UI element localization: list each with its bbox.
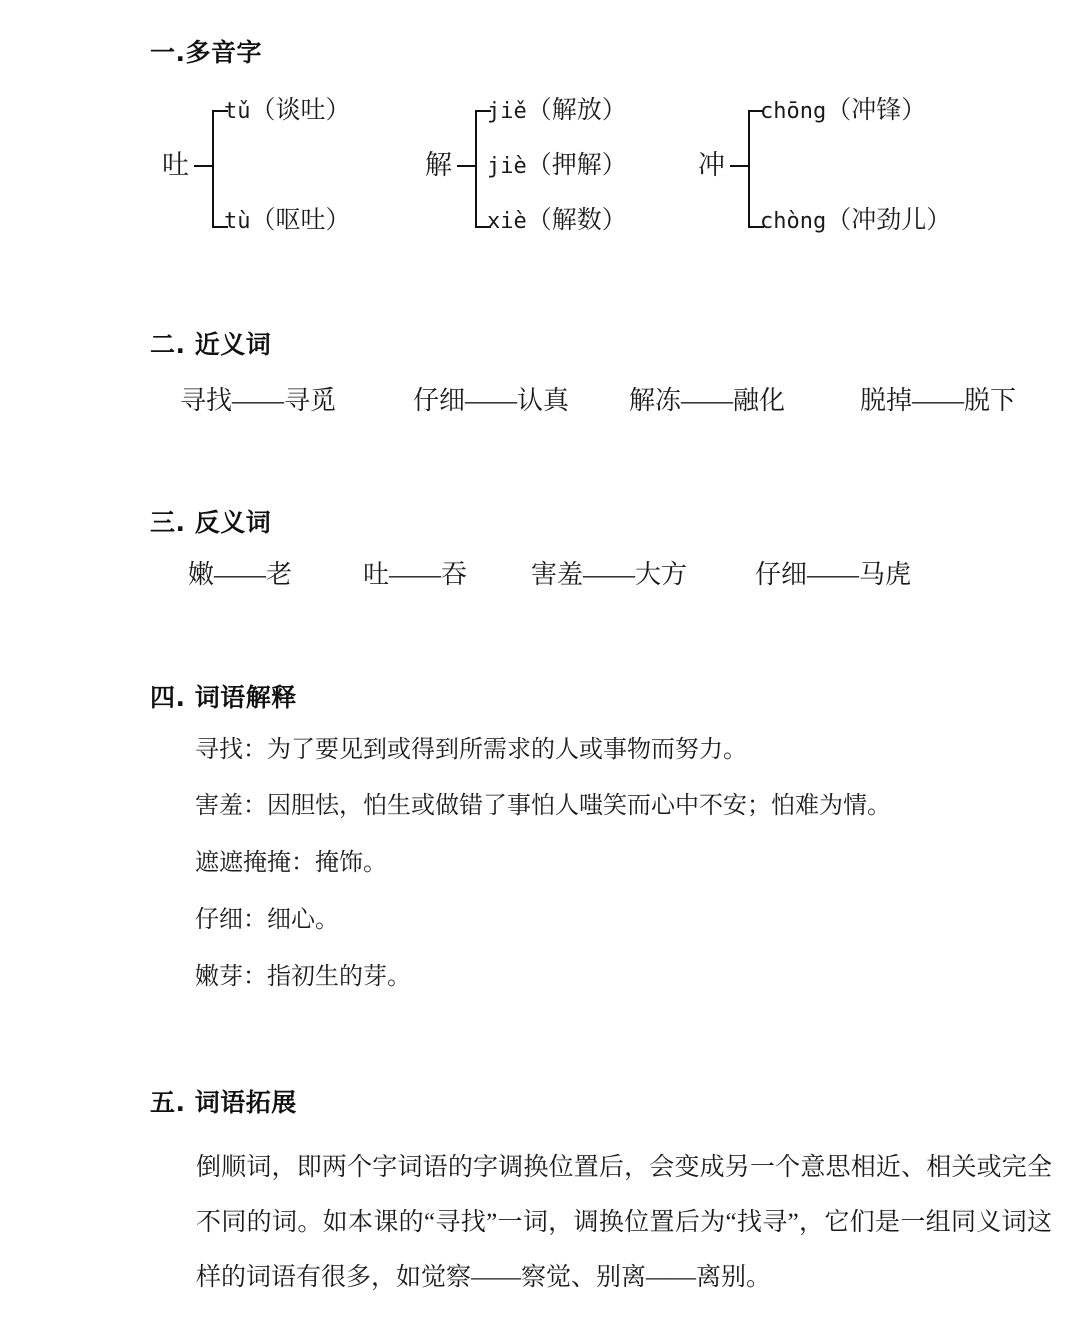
definition-separator: ： [243, 907, 267, 933]
word-left: 害羞 [531, 560, 584, 589]
polyphonic-entry [487, 151, 627, 182]
polyphonic-head-char: 解 [425, 150, 452, 180]
word-left: 仔细 [755, 560, 808, 589]
example-word: （呕吐） [250, 207, 351, 234]
definition-term: 嫩芽 [195, 964, 243, 990]
section-heading-antonyms: 三. 反义词 [150, 508, 272, 537]
word-left: 嫩 [188, 560, 215, 589]
example-word: （解数） [526, 207, 627, 234]
definition-meaning: 细心。 [267, 907, 339, 933]
word-right: 老 [266, 560, 293, 589]
polyphonic-group [698, 88, 1028, 268]
definition-item [195, 962, 411, 992]
polyphonic-group [162, 88, 422, 268]
polyphonic-head-char: 冲 [698, 150, 725, 180]
synonym-pair [860, 384, 1016, 418]
example-word: （谈吐） [250, 97, 351, 124]
extension-paragraph: 倒顺词，即两个字词语的字调换位置后，会变成另一个意思相近、相关或完全不同的词。如本课的“寻找”一词，调换位置后为“找寻”，它们是一组同义词这样的词语有很多，如觉察——察觉、别离——离别。 [196, 1154, 1052, 1291]
word-right: 认真 [517, 386, 570, 415]
polyphonic-entry [487, 96, 627, 127]
definition-term: 遮遮掩掩 [195, 850, 291, 876]
antonym-pair [363, 558, 467, 592]
pair-dash: —— [389, 560, 442, 589]
bracket-connector-line [730, 165, 748, 167]
definition-separator: ： [243, 964, 267, 990]
antonym-pair [531, 558, 687, 592]
polyphonic-entry [224, 96, 351, 127]
word-right: 脱下 [964, 386, 1017, 415]
definition-term: 仔细 [195, 907, 243, 933]
definition-item [195, 791, 891, 821]
pair-dash: —— [681, 386, 734, 415]
polyphonic-entry [760, 96, 926, 127]
word-left: 脱掉 [860, 386, 913, 415]
definition-item [195, 848, 387, 878]
word-right: 马虎 [859, 560, 912, 589]
pair-dash: —— [807, 560, 860, 589]
polyphonic-entry-list [760, 88, 1030, 268]
definition-meaning: 因胆怯，怕生或做错了事怕人嗤笑而心中不安；怕难为情。 [267, 793, 891, 819]
pinyin-text: jiě [487, 99, 527, 124]
section-heading-definitions: 四. 词语解释 [150, 683, 297, 712]
polyphonic-head-char: 吐 [162, 150, 189, 180]
polyphonic-entry [760, 206, 951, 237]
bracket-connector-line [457, 165, 475, 167]
polyphonic-group [425, 88, 675, 268]
definition-term: 害羞 [195, 793, 243, 819]
word-right: 融化 [733, 386, 786, 415]
example-word: （冲劲儿） [826, 207, 952, 234]
section-heading-synonyms: 二. 近义词 [150, 330, 272, 359]
definition-meaning: 掩饰。 [315, 850, 387, 876]
pair-dash: —— [465, 386, 518, 415]
definition-term: 寻找 [195, 737, 243, 763]
pair-dash: —— [214, 560, 267, 589]
pinyin-text: jiè [487, 154, 527, 179]
antonym-pair [755, 558, 911, 592]
definition-item [195, 905, 339, 935]
synonym-pair [413, 384, 569, 418]
definition-meaning: 指初生的芽。 [267, 964, 411, 990]
section-heading-extension: 五. 词语拓展 [150, 1088, 297, 1117]
word-right: 吞 [441, 560, 468, 589]
word-left: 寻找 [180, 386, 233, 415]
word-left: 仔细 [413, 386, 466, 415]
polyphonic-entry [224, 206, 351, 237]
definition-separator: ： [291, 850, 315, 876]
pair-dash: —— [583, 560, 636, 589]
bracket-connector-line [194, 165, 212, 167]
word-left: 吐 [363, 560, 390, 589]
pair-dash: —— [232, 386, 285, 415]
pair-dash: —— [912, 386, 965, 415]
definition-separator: ： [243, 737, 267, 763]
polyphonic-entry [487, 206, 627, 237]
definition-meaning: 为了要见到或得到所需求的人或事物而努力。 [267, 737, 747, 763]
pinyin-text: xiè [487, 209, 527, 234]
pinyin-text: tǔ [224, 99, 251, 124]
pinyin-text: tù [224, 209, 251, 234]
definition-item [195, 735, 747, 765]
example-word: （押解） [526, 152, 627, 179]
definition-separator: ： [243, 793, 267, 819]
synonym-pair [180, 384, 336, 418]
polyphonic-diagram [150, 88, 1050, 268]
word-right: 大方 [635, 560, 688, 589]
synonym-pair [629, 384, 785, 418]
word-right: 寻觅 [284, 386, 337, 415]
pinyin-text: chòng [760, 209, 827, 234]
example-word: （解放） [526, 97, 627, 124]
section-heading-polyphonic: 一.多音字 [150, 38, 262, 67]
word-left: 解冻 [629, 386, 682, 415]
example-word: （冲锋） [826, 97, 927, 124]
antonym-pair [188, 558, 292, 592]
pinyin-text: chōng [760, 99, 827, 124]
